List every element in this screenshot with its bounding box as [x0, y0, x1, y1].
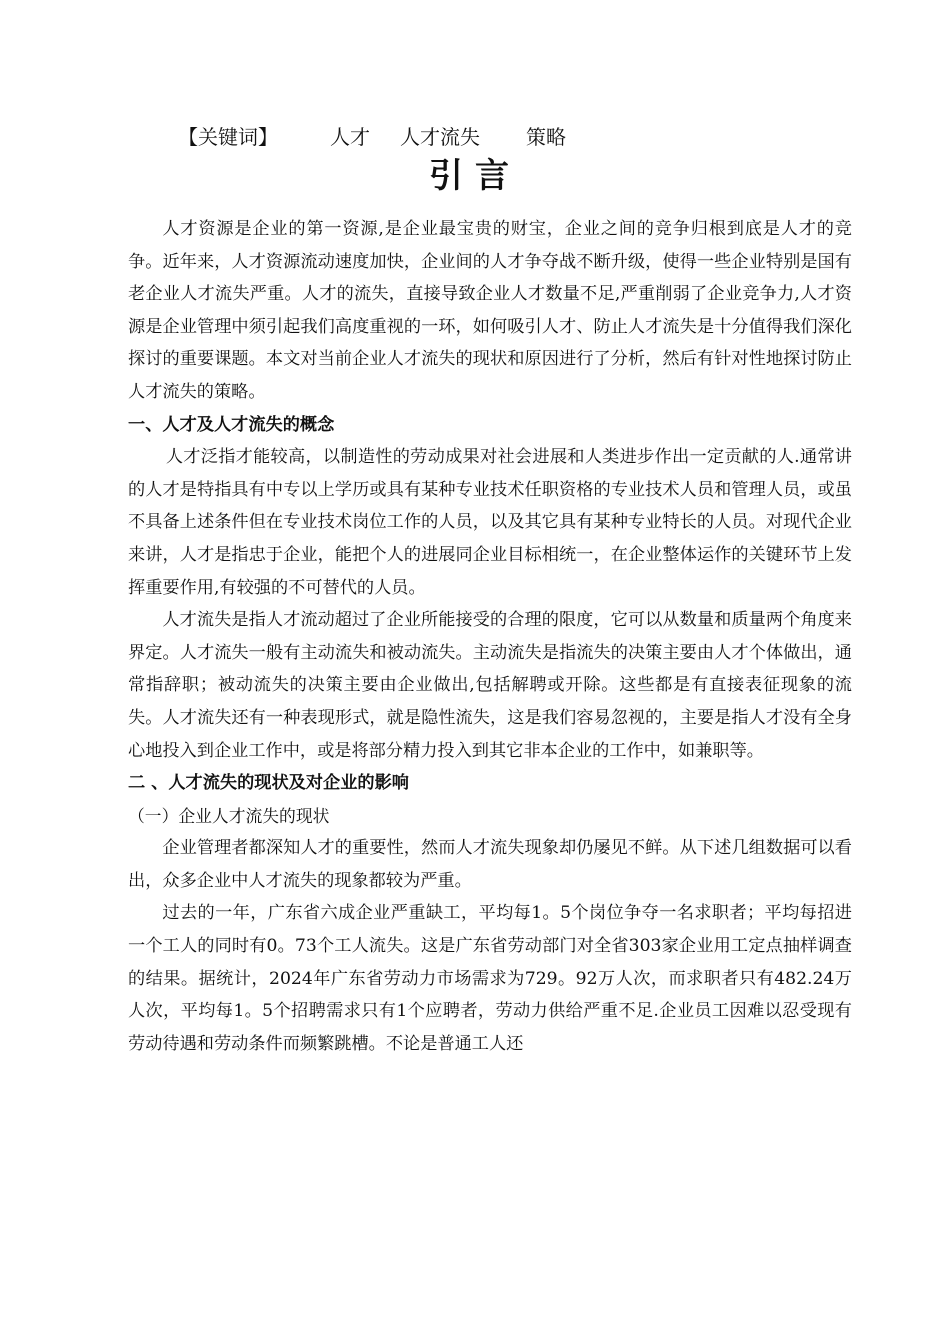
document-body: [128, 213, 852, 1060]
keyword-item: 策略: [526, 125, 566, 149]
body-paragraph: 人才泛指才能较高，以制造性的劳动成果对社会进展和人类进步作出一定贡献的人.通常讲的人才是特指具有中专以上学历或具有某种专业技术任职资格的专业技术人员和管理人员，或虽不具备上述条件但在专业技术岗位工作的人员，以及其它具有某种专业特长的人员。对现代企业来讲，人才是指忠于企业，能把个人的进展同企业目标相统一，在企业整体运作的关键环节上发挥重要作用,有较强的不可替代的人员。: [128, 447, 852, 598]
body-paragraph: 过去的一年，广东省六成企业严重缺工，平均每1。5个岗位争夺一名求职者；平均每招进一个工人的同时有0。73个工人流失。这是广东省劳动部门对全省303家企业用工定点抽样调查的结果。据统计，2024年广东省劳动力市场需求为729。92万人次，而求职者只有482.24万人次，平均每1。5个招聘需求只有1个应聘者，劳动力供给严重不足.企业员工因难以忍受现有劳动待遇和劳动条件而频繁跳槽。不论是普通工人还: [128, 903, 852, 1054]
body-paragraph: 人才流失是指人才流动超过了企业所能接受的合理的限度，它可以从数量和质量两个角度来界定。人才流失一般有主动流失和被动流失。主动流失是指流失的决策主要由人才个体做出，通常指辞职；被动流失的决策主要由企业做出,包括解聘或开除。这些都是有直接表征现象的流失。人才流失还有一种表现形式，就是隐性流失，这是我们容易忽视的，主要是指人才没有全身心地投入到企业工作中，或是将部分精力投入到其它非本企业的工作中，如兼职等。: [128, 610, 852, 761]
subsection-heading: （一）企业人才流失的现状: [128, 805, 330, 826]
page-title: 引言: [429, 156, 521, 196]
keywords-line: [178, 123, 566, 151]
body-paragraph: 企业管理者都深知人才的重要性，然而人才流失现象却仍屡见不鲜。从下述几组数据可以看出，众多企业中人才流失的现象都较为严重。: [128, 838, 852, 891]
section-heading: 一、人才及人才流失的概念: [128, 414, 335, 435]
section-heading: 二 、人才流失的现状及对企业的影响: [128, 773, 409, 794]
intro-paragraph: 人才资源是企业的第一资源,是企业最宝贵的财宝，企业之间的竞争归根到底是人才的竞争。近年来，人才资源流动速度加快，企业间的人才争夺战不断升级，使得一些企业特别是国有老企业人才流失严重。人才的流失，直接导致企业人才数量不足,严重削弱了企业竞争力,人才资源是企业管理中须引起我们高度重视的一环，如何吸引人才、防止人才流失是十分值得我们深化探讨的重要课题。本文对当前企业人才流失的现状和原因进行了分析，然后有针对性地探讨防止人才流失的策略。: [128, 219, 852, 402]
keyword-item: 人才: [330, 125, 370, 149]
keyword-item: 人才流失: [400, 125, 480, 149]
keywords-label: 【关键词】: [178, 125, 278, 149]
